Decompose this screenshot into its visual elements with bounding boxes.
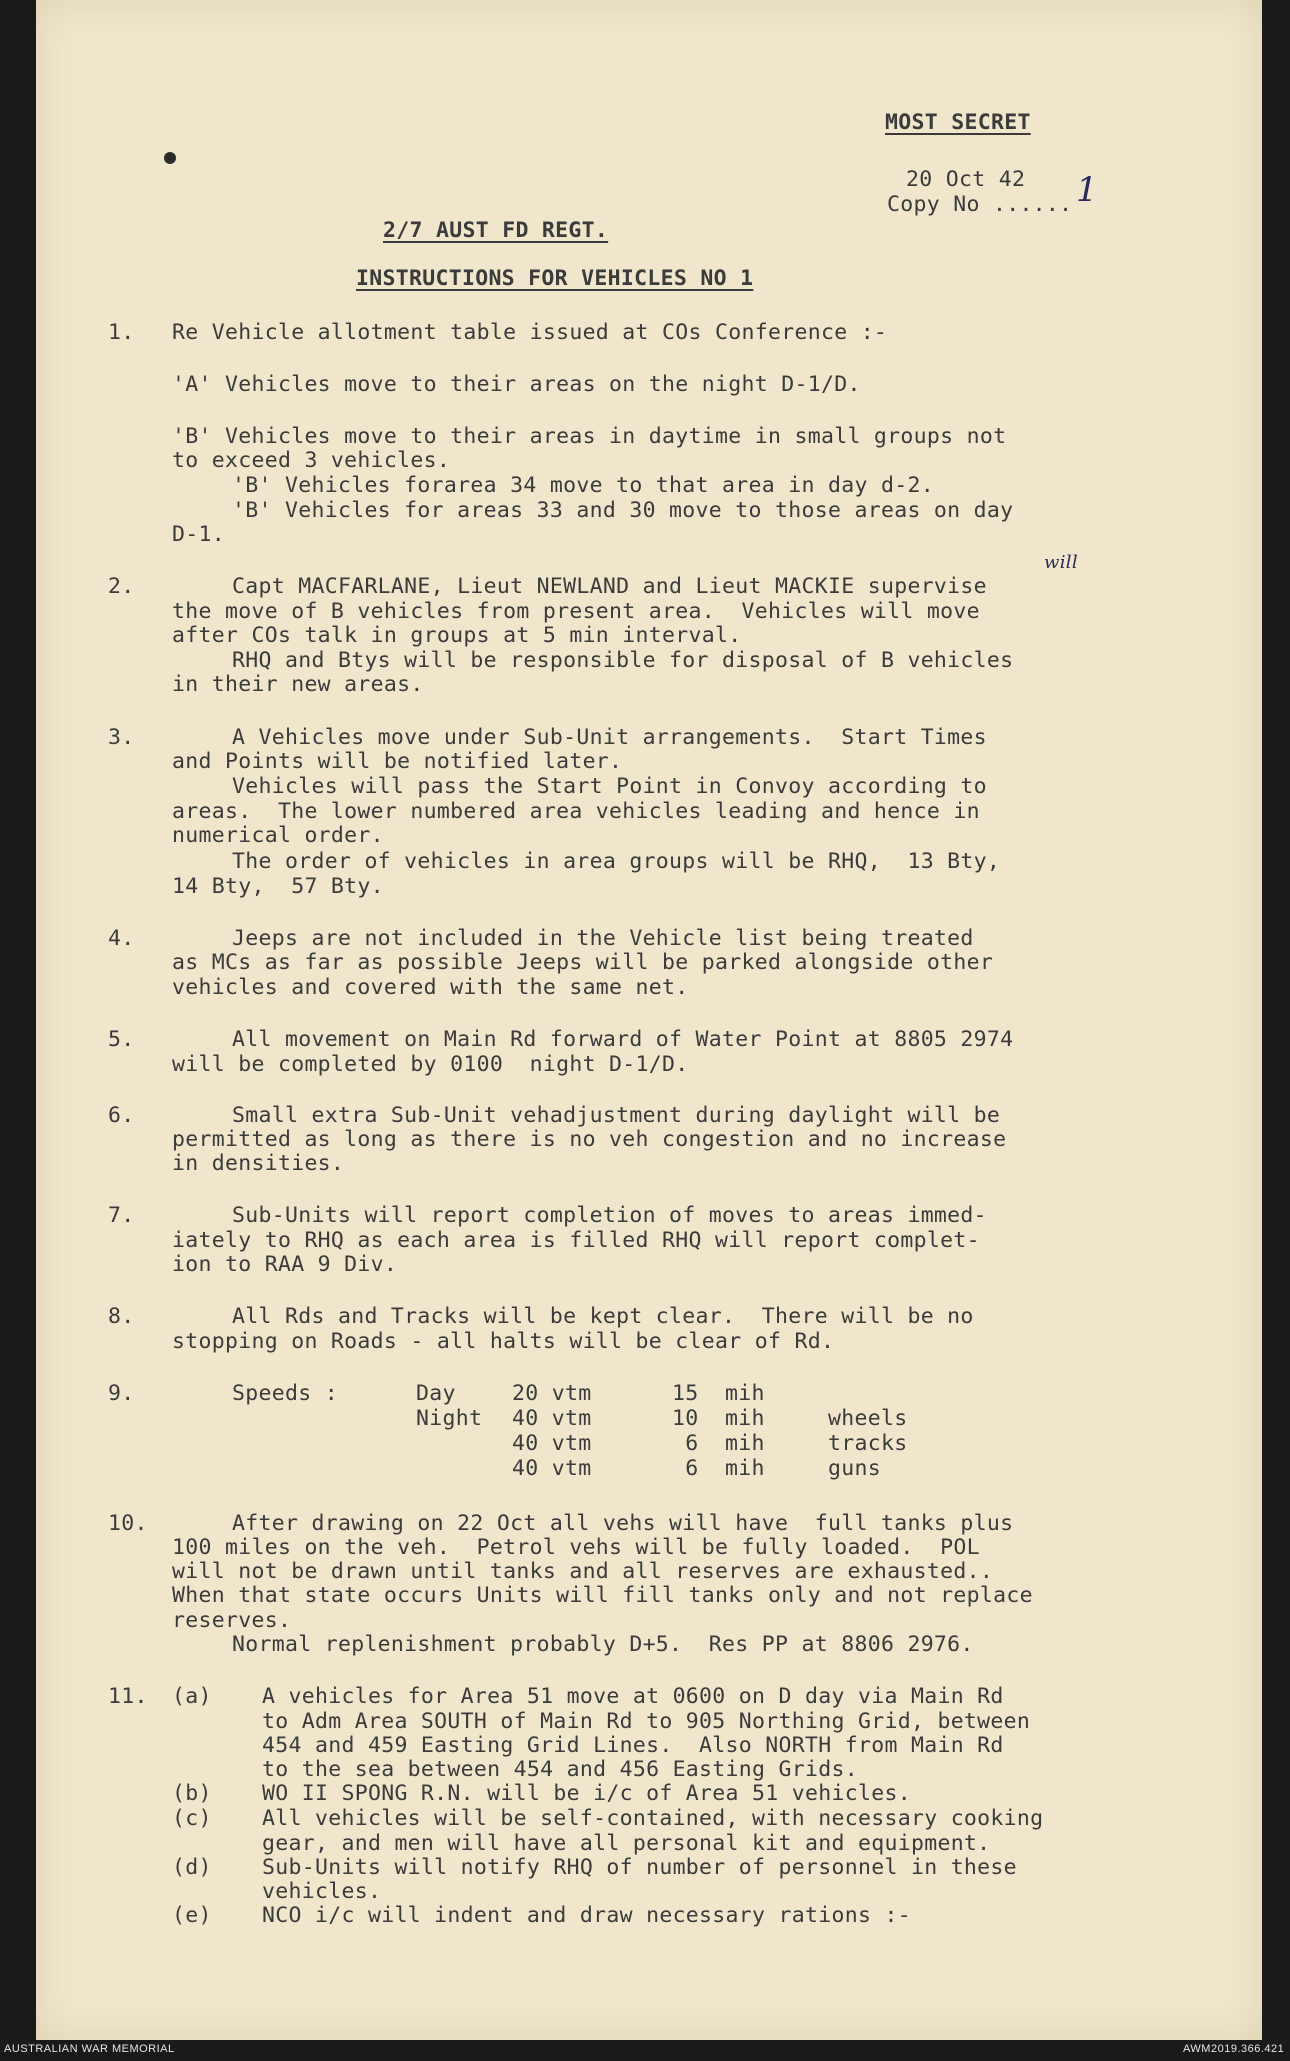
para-3-line: numerical order. [172,823,384,848]
para-3-line: A Vehicles move under Sub-Unit arrangements. Start Times [232,725,987,750]
para-6-line: in densities. [172,1151,345,1176]
para-1-line: 'B' Vehicles move to their areas in daytime in small groups not [172,424,1007,449]
para-2-line: the move of B vehicles from present area. Vehicles will move [172,599,980,624]
subpara-c-line: All vehicles will be self-contained, with necessary cooking [262,1806,1044,1831]
para-1-line: 'B' Vehicles for areas 33 and 30 move to those areas on day [232,498,1014,523]
handwritten-insertion: will [1044,552,1078,573]
speed-period: Day [416,1381,456,1406]
subpara-b-line: WO II SPONG R.N. will be i/c of Area 51 vehicles. [262,1781,911,1806]
para-4-number: 4. [108,926,135,951]
subpara-a-line: to the sea between 454 and 456 Easting Grids. [262,1757,858,1782]
para-7-line: iately to RHQ as each area is filled RHQ will report complet- [172,1228,980,1253]
footer-accession: AWM2019.366.421 [1183,2043,1285,2055]
document-page [36,0,1262,2040]
para-5-line: will be completed by 0100 night D-1/D. [172,1052,689,1077]
speed-mih: 15 mih [672,1381,765,1406]
footer-credit: AUSTRALIAN WAR MEMORIAL [4,2043,175,2055]
para-3-line: The order of vehicles in area groups will be RHQ, 13 Bty, [232,849,1001,874]
para-5-line: All movement on Main Rd forward of Water Point at 8805 2974 [232,1027,1014,1052]
subpara-e-line: NCO i/c will indent and draw necessary rations :- [262,1903,911,1928]
para-3-line: 14 Bty, 57 Bty. [172,874,384,899]
subpara-d-label: (d) [172,1855,212,1880]
para-7-line: Sub-Units will report completion of moves to areas immed- [232,1203,987,1228]
para-1-line: to exceed 3 vehicles. [172,448,451,473]
para-1-line: 'A' Vehicles move to their areas on the night D-1/D. [172,372,861,397]
page-title: INSTRUCTIONS FOR VEHICLES NO 1 [356,266,754,291]
subpara-d-line: vehicles. [262,1879,382,1904]
para-2-line: RHQ and Btys will be responsible for disposal of B vehicles [232,648,1014,673]
subpara-b-label: (b) [172,1781,212,1806]
unit-heading: 2/7 AUST FD REGT. [383,218,609,243]
subpara-d-line: Sub-Units will notify RHQ of number of personnel in these [262,1855,1017,1880]
para-3-line: and Points will be notified later. [172,749,623,774]
speed-vtm: 20 vtm [512,1381,592,1406]
speeds-label: Speeds : [232,1381,338,1406]
para-10-line: 100 miles on the veh. Petrol vehs will be fully loaded. POL [172,1535,980,1560]
para-9-number: 9. [108,1381,135,1406]
para-1-line: Re Vehicle allotment table issued at COs Conference :- [172,320,888,345]
speed-mih: 6 mih [672,1431,765,1456]
subpara-c-label: (c) [172,1806,212,1831]
speed-type: tracks [828,1431,908,1456]
para-2-line: after COs talk in groups at 5 min interval. [172,623,742,648]
speed-type: guns [828,1456,881,1481]
para-2-line: in their new areas. [172,672,424,697]
para-1-line: D-1. [172,522,225,547]
para-2-line: Capt MACFARLANE, Lieut NEWLAND and Lieut MACKIE supervise [232,574,987,599]
para-3-number: 3. [108,725,135,750]
para-5-number: 5. [108,1027,135,1052]
para-8-line: All Rds and Tracks will be kept clear. There will be no [232,1304,974,1329]
para-4-line: as MCs as far as possible Jeeps will be parked alongside other [172,950,994,975]
speed-vtm: 40 vtm [512,1431,592,1456]
speed-period: Night [416,1406,483,1431]
subpara-a-label: (a) [172,1684,212,1709]
subpara-e-label: (e) [172,1903,212,1928]
para-10-line: will not be drawn until tanks and all reserves are exhausted.. [172,1559,994,1584]
para-1-line: 'B' Vehicles forarea 34 move to that area in day d-2. [232,473,934,498]
para-7-number: 7. [108,1203,135,1228]
subpara-a-line: A vehicles for Area 51 move at 0600 on D day via Main Rd [262,1684,1004,1709]
para-3-line: areas. The lower numbered area vehicles leading and hence in [172,799,980,824]
speed-vtm: 40 vtm [512,1456,592,1481]
para-10-line: reserves. [172,1608,292,1633]
para-10-line: After drawing on 22 Oct all vehs will have full tanks plus [232,1511,1014,1536]
para-1-number: 1. [108,320,135,345]
para-8-line: stopping on Roads - all halts will be clear of Rd. [172,1329,835,1354]
para-2-number: 2. [108,574,135,599]
speed-mih: 6 mih [672,1456,765,1481]
para-10-number: 10. [108,1511,148,1536]
para-11-number: 11. [108,1684,148,1709]
speed-type: wheels [828,1406,908,1431]
para-6-line: permitted as long as there is no veh congestion and no increase [172,1127,1007,1152]
para-4-line: Jeeps are not included in the Vehicle list being treated [232,926,974,951]
speed-vtm: 40 vtm [512,1406,592,1431]
copy-number-label: Copy No ...... [887,192,1073,217]
para-10-line: Normal replenishment probably D+5. Res PP at 8806 2976. [232,1632,974,1657]
subpara-a-line: 454 and 459 Easting Grid Lines. Also NORTH from Main Rd [262,1733,1004,1758]
subpara-c-line: gear, and men will have all personal kit and equipment. [262,1831,991,1856]
punch-mark [164,152,176,164]
para-10-line: When that state occurs Units will fill tanks only and not replace [172,1583,1033,1608]
para-6-line: Small extra Sub-Unit vehadjustment during daylight will be [232,1103,1001,1128]
para-3-line: Vehicles will pass the Start Point in Convoy according to [232,774,987,799]
para-8-number: 8. [108,1304,135,1329]
para-6-number: 6. [108,1103,135,1128]
para-7-line: ion to RAA 9 Div. [172,1252,398,1277]
para-4-line: vehicles and covered with the same net. [172,975,689,1000]
document-date: 20 Oct 42 [906,167,1026,192]
copy-number-handwritten: 1 [1076,170,1098,210]
speed-mih: 10 mih [672,1406,765,1431]
classification-marking: MOST SECRET [885,110,1031,135]
subpara-a-line: to Adm Area SOUTH of Main Rd to 905 Northing Grid, between [262,1709,1031,1734]
